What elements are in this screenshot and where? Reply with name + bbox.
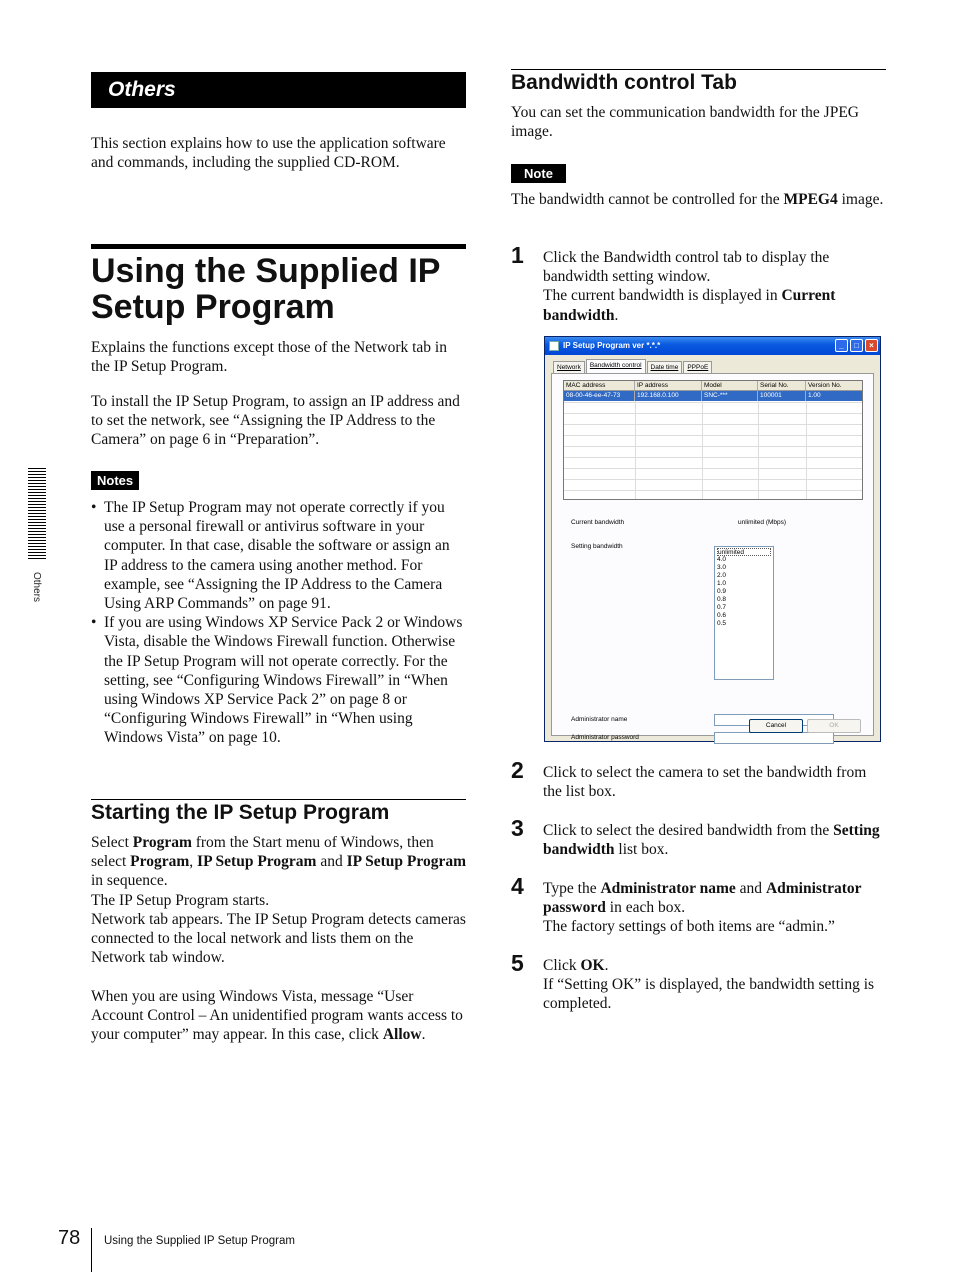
step-text: Click the Bandwidth control tab to display the bandwidth setting window. The current bandwidth is displayed in Current bandwidth. xyxy=(543,249,836,324)
current-bandwidth-label: Current bandwidth xyxy=(571,519,625,526)
column-header[interactable]: IP address xyxy=(635,381,702,390)
setting-bandwidth-listbox[interactable] xyxy=(714,546,774,680)
list-item[interactable]: unlimited xyxy=(717,548,771,556)
footer-title: Using the Supplied IP Setup Program xyxy=(104,1235,295,1247)
list-item[interactable]: 0.6 xyxy=(717,612,727,619)
install-paragraph: To install the IP Setup Program, to assign an IP address and to set the network, see “Assigning the IP Address to the Camera” on page 6 in “Preparation”. xyxy=(91,393,460,449)
footer-rule xyxy=(91,1228,92,1272)
list-item[interactable]: 3.0 xyxy=(717,564,727,571)
page-number: 78 xyxy=(58,1227,81,1249)
note-item: • If you are using Windows XP Service Pack 2 or Windows Vista, disable the Windows Firewall function. Otherwise the IP Setup Program will not operate correctly. For the setting, see “Configuring Windows Firewall” in “When using Windows XP Service Pack 2” on page 8 or “Configuring Windows Firewall” in “When using Windows Vista” on page 10. xyxy=(91,613,466,747)
current-bandwidth-value: unlimited (Mbps) xyxy=(738,519,787,526)
list-item[interactable]: 1.0 xyxy=(717,580,727,587)
cell-version: 1.00 xyxy=(808,392,821,399)
note-label: Note xyxy=(511,164,566,183)
title-rule xyxy=(91,244,466,249)
list-item[interactable]: 0.9 xyxy=(717,588,727,595)
admin-password-input[interactable] xyxy=(714,732,834,744)
note-item: • The IP Setup Program may not operate correctly if you use a personal firewall or antivirus software in your computer. In that case, disable the software or assign an IP address to the camera using another method. For example, see “Assigning the IP Address to the Camera Using ARP Commands” on page 91. xyxy=(91,498,466,613)
intro-paragraph: This section explains how to use the application software and commands, including the supplied CD-ROM. xyxy=(91,135,446,172)
camera-list[interactable] xyxy=(563,380,863,500)
window-title-bar xyxy=(545,337,880,355)
step-text: Type the Administrator name and Administrator password in each box. The factory settings of both items are “admin.” xyxy=(543,880,862,936)
starting-heading: Starting the IP Setup Program xyxy=(91,801,390,824)
bandwidth-panel xyxy=(551,373,874,741)
notes-label: Notes xyxy=(91,471,139,490)
list-header xyxy=(564,381,862,391)
table-row[interactable] xyxy=(564,391,862,401)
cell-ip: 192.168.0.100 xyxy=(635,391,702,401)
step-number: 1 xyxy=(511,242,524,268)
notes-list xyxy=(91,498,466,748)
starting-paragraph: Select Program from the Start menu of Windows, then select Program, IP Setup Program and IP Setup Program in sequence. The IP Setup Program starts. Network tab appears. The IP Setup Program detects cameras connected to the local network and lists them on the Network tab window. xyxy=(91,834,466,967)
tab-pppoe[interactable]: PPPoE xyxy=(683,361,712,373)
bandwidth-heading: Bandwidth control Tab xyxy=(511,71,737,94)
column-header[interactable]: Model xyxy=(702,381,758,390)
explains-paragraph: Explains the functions except those of the Network tab in the IP Setup Program. xyxy=(91,339,447,376)
admin-password-label: Administrator password xyxy=(571,734,639,741)
cell-model: SNC-*** xyxy=(702,391,758,401)
admin-name-label: Administrator name xyxy=(571,716,628,723)
bandwidth-intro: You can set the communication bandwidth for the JPEG image. xyxy=(511,104,859,141)
cell-serial: 100001 xyxy=(758,391,806,401)
side-tab-marker xyxy=(28,468,46,560)
cancel-button[interactable]: Cancel xyxy=(749,719,803,733)
maximize-icon[interactable]: □ xyxy=(850,339,863,352)
tab-bandwidth-control[interactable]: Bandwidth control xyxy=(586,359,646,373)
setting-bandwidth-label: Setting bandwidth xyxy=(571,543,623,550)
close-icon[interactable]: × xyxy=(865,339,878,352)
minimize-icon[interactable]: _ xyxy=(835,339,848,352)
window-title: IP Setup Program ver *.*.* xyxy=(563,341,661,350)
vista-paragraph: When you are using Windows Vista, message “User Account Control – An unidentified program wants access to your computer” may appear. In this case, click Allow. xyxy=(91,988,463,1044)
step-number: 4 xyxy=(511,873,524,899)
list-item[interactable]: 0.7 xyxy=(717,604,727,611)
ok-button[interactable]: OK xyxy=(807,719,861,733)
column-header[interactable]: Serial No. xyxy=(758,381,806,390)
list-item[interactable]: 4.0 xyxy=(717,556,727,563)
app-icon xyxy=(549,341,559,351)
section-rule xyxy=(91,799,466,800)
section-rule xyxy=(511,69,886,70)
column-header[interactable]: MAC address xyxy=(564,381,635,390)
note-paragraph: The bandwidth cannot be controlled for the MPEG4 image. xyxy=(511,191,884,208)
tab-strip xyxy=(553,359,713,373)
step-number: 3 xyxy=(511,815,524,841)
tab-date-time[interactable]: Date time xyxy=(647,361,683,373)
tab-network[interactable]: Network xyxy=(553,361,585,373)
step-text: Click to select the camera to set the bandwidth from the list box. xyxy=(543,764,867,801)
cell-mac: 08-00-46-ee-47-73 xyxy=(564,391,635,401)
step-number: 5 xyxy=(511,950,524,976)
page-title: Using the Supplied IP Setup Program xyxy=(91,252,440,326)
section-bar: Others xyxy=(91,72,466,108)
side-tab-label: Others xyxy=(31,572,42,603)
list-item[interactable]: 2.0 xyxy=(717,572,727,579)
step-text: Click OK. If “Setting OK” is displayed, the bandwidth setting is completed. xyxy=(543,957,875,1013)
step-number: 2 xyxy=(511,757,524,783)
list-item[interactable]: 0.8 xyxy=(717,596,727,603)
column-header[interactable]: Version No. xyxy=(808,382,842,389)
ip-setup-window xyxy=(544,336,881,742)
step-text: Click to select the desired bandwidth from the Setting bandwidth list box. xyxy=(543,822,880,859)
list-item[interactable]: 0.5 xyxy=(717,620,727,627)
